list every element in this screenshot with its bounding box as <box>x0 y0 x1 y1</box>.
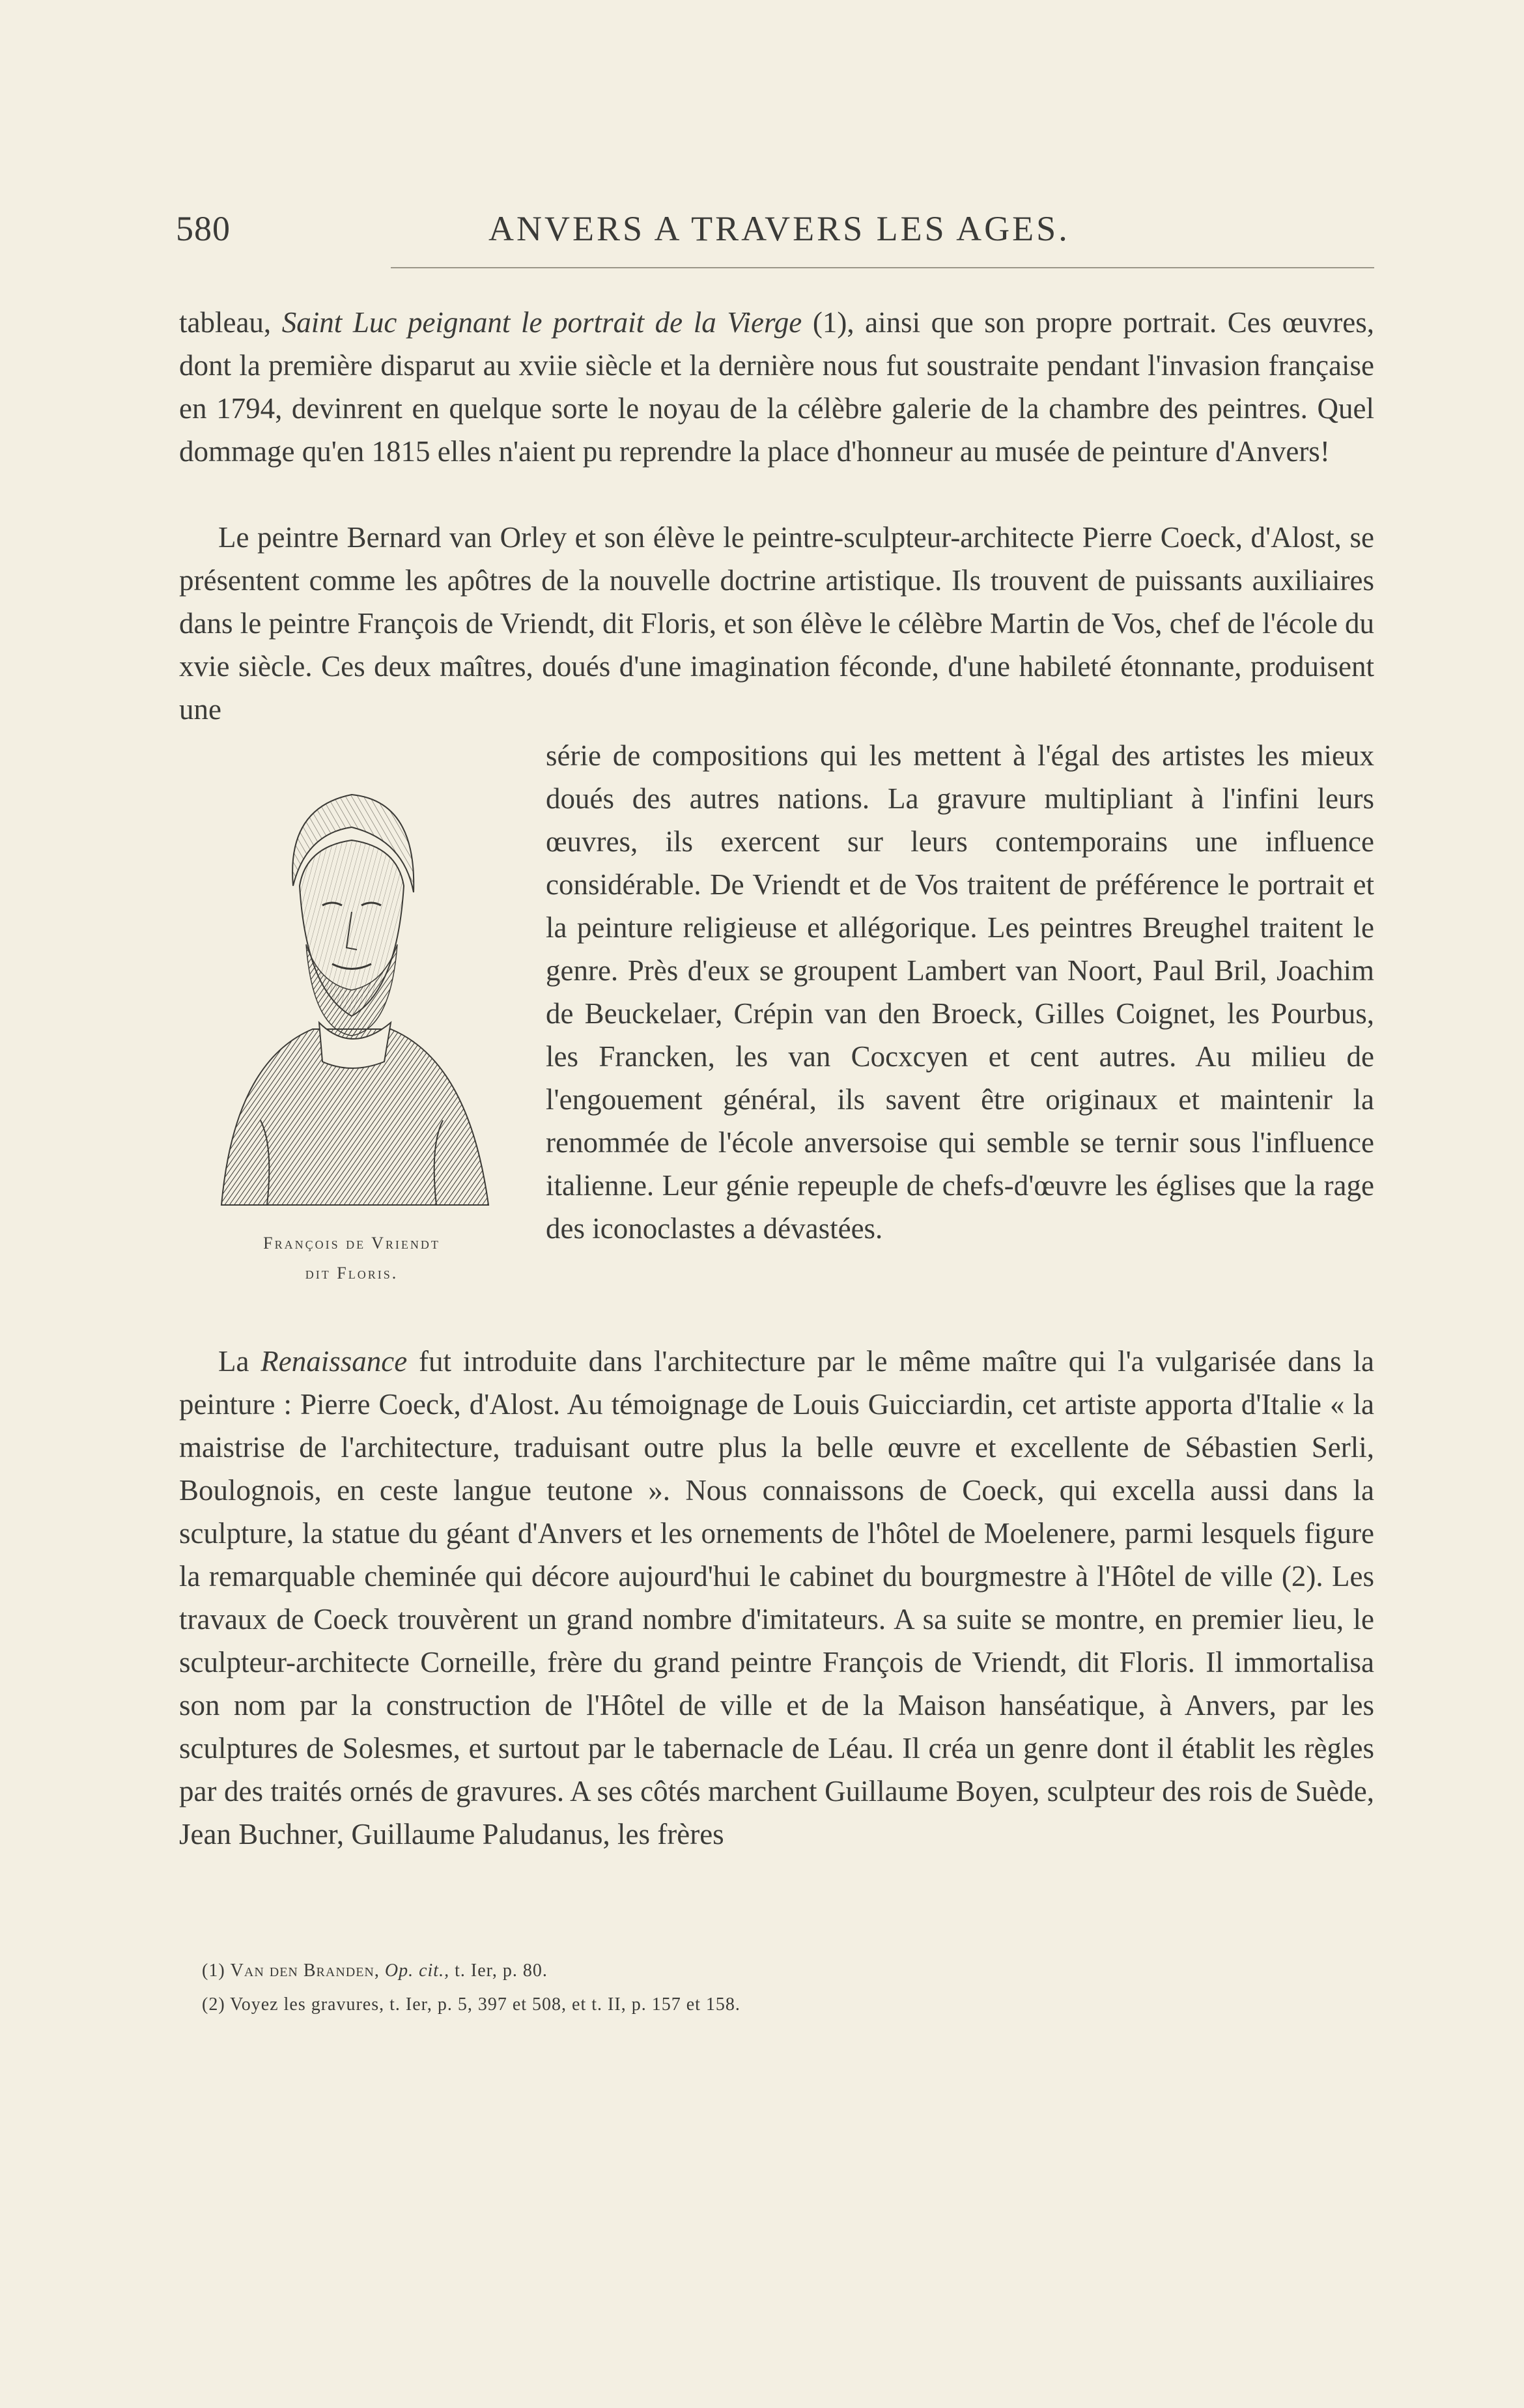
paragraph-4: La Renaissance fut introduite dans l'architecture par le même maître qui l'a vulgarisée dans la peinture : Pierre Coeck, d'Alost. Au témoignage de Louis Guicciardin, cet artiste apporta d'Italie « la maistrise de l'architecture, traduisant outre plus la belle œuvre et excellente de Sébastien Serli, Boulognois, en ceste langue teutone ». Nous connaissons de Coeck, qui excella aussi dans la sculpture, la statue du géant d'Anvers et les ornements de l'hôtel de Moelenere, parmi lesquels figure la remarquable cheminée qui décore aujourd'hui le cabinet du bourgmestre à l'Hôtel de ville (2). Les travaux de Coeck trouvèrent un grand nombre d'imitateurs. A sa suite se montre, en premier lieu, le sculpteur-architecte Corneille, frère du grand peintre François de Vriendt, dit Floris. Il immortalisa son nom par la construction de l'Hôtel de ville et de la Maison hanséatique, à Anvers, par les sculptures de Solesmes, et surtout par le tabernacle de Léau. Il créa un genre dont il établit les règles par des traités ornés de gravures. A ses côtés marchent Guillaume Boyen, sculpteur des rois de Suède, Jean Buchner, Guillaume Paludanus, les frères <box>179 1345 1374 1850</box>
paragraph-1: tableau, Saint Luc peignant le portrait de la Vierge (1), ainsi que son propre portrait. Ces œuvres, dont la première disparut au xviie siècle et la dernière nous fut soustraite pendant l'invasion française en 1794, devinrent en quelque sorte le noyau de la célèbre galerie de la chambre des peintres. Quel dommage qu'en 1815 elles n'aient pu reprendre la place d'honneur au musée de peinture d'Anvers! <box>179 306 1374 468</box>
painting-title: Saint Luc peignant le portrait de la Vierge <box>281 306 802 339</box>
header-rule <box>391 267 1374 268</box>
page-header <box>176 208 1374 261</box>
footnotes <box>202 1954 1374 2022</box>
page-number: 580 <box>176 209 231 248</box>
renaissance-term: Renaissance <box>261 1345 408 1378</box>
footnote-2: (2) Voyez les gravures, t. Ier, p. 5, 397 et 508, et t. II, p. 157 et 158. <box>202 1994 741 2015</box>
figure-caption <box>195 1228 508 1288</box>
portrait-engraving <box>195 756 508 1225</box>
caption-line-1: François de Vriendt <box>263 1234 440 1253</box>
running-title: ANVERS A TRAVERS LES AGES. <box>488 209 1070 248</box>
paragraph-2: Le peintre Bernard van Orley et son élève le peintre-sculpteur-architecte Pierre Coeck, d'Alost, se présentent comme les apôtres de la nouvelle doctrine artistique. Ils trouvent de puissants auxiliaires dans le peintre François de Vriendt, dit Floris, et son élève le célèbre Martin de Vos, chef de l'école du xvie siècle. Ces deux maîtres, doués d'une imagination féconde, d'une habileté étonnante, produisent une <box>179 521 1374 726</box>
footnote-1: (1) Van den Branden, Op. cit., t. Ier, p. 80. <box>202 1961 548 1981</box>
caption-line-2: dit Floris. <box>305 1264 399 1282</box>
paragraph-3: série de compositions qui les mettent à l'égal des artistes les mieux doués des autres nations. La gravure multipliant à l'infini leurs œuvres, ils exercent sur leurs contemporains une influence considérable. De Vriendt et de Vos traitent de préférence le portrait et la peinture religieuse et allégorique. Les peintres Breughel traitent le genre. Près d'eux se groupent Lambert van Noort, Paul Bril, Joachim de Beuckelaer, Crépin van den Broeck, Gilles Coignet, les Pourbus, les Francken, les van Cocxcyen et cent autres. Au milieu de l'engouement général, ils savent être originaux et maintenir la renommée de l'école anversoise qui semble se ternir sous l'influence italienne. Leur génie repeuple de chefs-d'œuvre les églises que la rage des iconoclastes a dévastées. <box>546 739 1374 1245</box>
